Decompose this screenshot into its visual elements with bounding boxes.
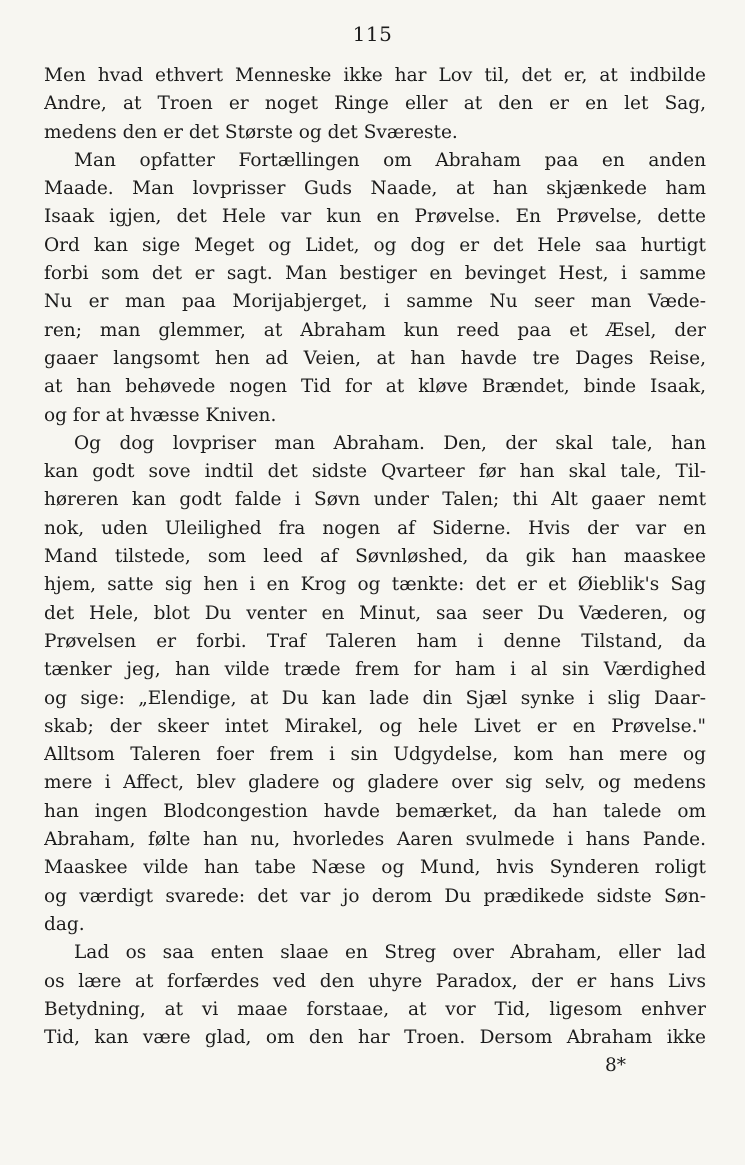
text-line: os lære at forfærdes ved den uhyre Paradox, der er hans Livs <box>44 970 706 992</box>
text-line: Isaak igjen, det Hele var kun en Prøvelse. En Prøvelse, dette <box>44 206 706 228</box>
text-line: Ord kan sige Meget og Lidet, og dog er det Hele saa hurtigt <box>44 234 706 256</box>
page-number: 115 <box>352 22 393 46</box>
text-line: medens den er det Største og det Sværeste. <box>44 121 458 143</box>
text-line: Betydning, at vi maae forstaae, at vor Tid, ligesom enhver <box>44 998 706 1020</box>
text-line: Andre, at Troen er noget Ringe eller at den er en let Sag, <box>44 93 706 115</box>
text-line: skab; der skeer intet Mirakel, og hele Livet er en Prøvelse." <box>44 715 706 737</box>
text-line: dag. <box>44 913 85 935</box>
text-line: at han behøvede nogen Tid for at kløve Brændet, binde Isaak, <box>44 376 706 398</box>
text-line: Abraham, følte han nu, hvorledes Aaren svulmede i hans Pande. <box>44 829 706 851</box>
text-line: og værdigt svarede: det var jo derom Du prædikede sidste Søn- <box>44 885 706 907</box>
text-line: forbi som det er sagt. Man bestiger en bevinget Hest, i samme <box>44 263 706 285</box>
text-line: Man opfatter Fortællingen om Abraham paa en anden <box>74 149 706 171</box>
text-line: Men hvad ethvert Menneske ikke har Lov til, det er, at indbilde <box>44 65 706 86</box>
text-line: mere i Affect, blev gladere og gladere over sig selv, og medens <box>44 772 706 794</box>
text-line: nok, uden Uleilighed fra nogen af Siderne. Hvis der var en <box>44 517 706 539</box>
text-line: tænker jeg, han vilde træde frem for ham i al sin Værdighed <box>44 659 706 681</box>
text-line: gaaer langsomt hen ad Veien, at han havde tre Dages Reise, <box>44 347 706 369</box>
text-line: Mand tilstede, som leed af Søvnløshed, da gik han maaskee <box>44 546 706 568</box>
text-line: Prøvelsen er forbi. Traf Taleren ham i denne Tilstand, da <box>44 630 706 652</box>
text-line: han ingen Blodcongestion havde bemærket, da han talede om <box>44 800 706 822</box>
text-line: og sige: „Elendige, at Du kan lade din Sjæl synke i slig Daar- <box>44 687 706 709</box>
text-line: kan godt sove indtil det sidste Qvarteer før han skal tale, Til- <box>44 461 706 483</box>
text-line: det Hele, blot Du venter en Minut, saa seer Du Væderen, og <box>44 602 706 624</box>
text-line: Maaskee vilde han tabe Næse og Mund, hvis Synderen roligt <box>44 857 706 879</box>
text-line: ren; man glemmer, at Abraham kun reed paa et Æsel, der <box>44 319 706 341</box>
text-line: Og dog lovpriser man Abraham. Den, der skal tale, han <box>74 432 706 454</box>
text-line: Nu er man paa Morijabjerget, i samme Nu seer man Væde- <box>44 291 706 313</box>
text-line: hjem, satte sig hen i en Krog og tænkte: det er et Øieblik's Sag <box>44 574 706 596</box>
text-line: og for at hvæsse Kniven. <box>44 404 277 426</box>
signature-mark: 8* <box>604 1055 626 1077</box>
text-line: høreren kan godt falde i Søvn under Talen; thi Alt gaaer nemt <box>44 489 706 511</box>
text-line: Lad os saa enten slaae en Streg over Abraham, eller lad <box>74 942 706 964</box>
body-text <box>44 62 706 1081</box>
text-line: Tid, kan være glad, om den har Troen. Dersom Abraham ikke <box>44 1027 706 1049</box>
text-line: Maade. Man lovprisser Guds Naade, at han skjænkede ham <box>44 178 706 200</box>
text-line: Alltsom Taleren foer frem i sin Udgydelse, kom han mere og <box>44 744 706 766</box>
